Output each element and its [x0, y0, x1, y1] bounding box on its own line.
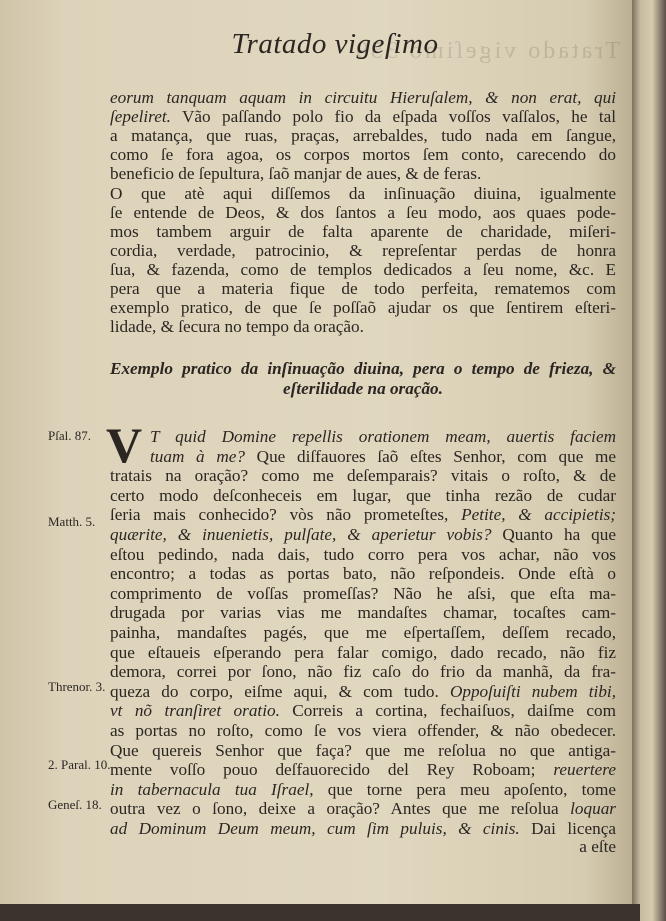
text-line	[110, 184, 616, 203]
text-line	[110, 623, 616, 642]
text-line	[110, 107, 616, 126]
text-segment: ſua, & fazenda, como de templos dedicados a ſeu nome, &c. E	[110, 259, 616, 279]
text-segment: beneficio de ſepultura, ſaõ manjar de aues, & de feras.	[110, 164, 482, 184]
text-line	[110, 584, 616, 603]
section-heading: Exemplo pratico da inſinuação diuina, pera o tempo de frieza, &	[110, 359, 616, 378]
catchword: a eſte	[579, 837, 616, 856]
text-segment: comprimento de voſſas promeſſas? Não he aſsi, que eſta ma-	[110, 583, 616, 603]
latin-quotation: T quid Domine repellis orationem meam, auertis faciem	[150, 427, 616, 446]
latin-quotation: quærite, & inuenietis, pulſate, & aperietur vobis?	[110, 525, 492, 544]
text-line	[110, 505, 616, 524]
text-segment: Dai licença	[519, 819, 616, 838]
text-line	[150, 427, 616, 446]
text-line	[110, 486, 616, 505]
text-line	[110, 564, 616, 583]
latin-quotation: ſepeliret.	[110, 107, 171, 127]
latin-quotation: Petite, & accipietis;	[461, 505, 617, 525]
text-line	[110, 701, 616, 720]
text-line	[110, 545, 616, 564]
margin-note: Matth. 5.	[48, 514, 96, 529]
text-line	[110, 317, 616, 336]
text-segment: a matança, que ruas, praças, arrebaldes, tudo nada em ſangue,	[110, 126, 616, 146]
text-segment: queza do corpo, eiſme aqui, & com tudo.	[110, 681, 450, 701]
latin-quotation: ad Dominum Deum meum, cum ſim puluis, & cinis.	[110, 819, 520, 838]
latin-quotation: eorum tanquam aquam in circuitu Hieruſalem, & non erat, qui	[110, 88, 616, 107]
text-segment: as portas no roſto, como ſe vos viera offender, & não obedecer.	[110, 721, 616, 740]
text-line	[110, 603, 616, 622]
latin-quotation: Oppoſuiſti nubem tibi,	[449, 681, 616, 701]
text-segment: mente voſſo pouo deſfauorecido del Rey Roboam;	[110, 760, 554, 780]
text-line	[110, 279, 616, 298]
text-segment: Vão paſſando polo fio da eſpada voſſos vaſſalos, he tal	[170, 107, 616, 127]
text-line	[110, 643, 616, 662]
text-line	[110, 682, 616, 701]
margin-note: 2. Paral. 10.	[48, 757, 111, 772]
text-line	[110, 721, 616, 740]
text-segment: O que atè aqui diſſemos da inſinuação diuina, igualmente	[110, 183, 616, 203]
text-segment: eſtou pedindo, nada dais, tudo corro pera vos achar, não vos	[110, 544, 616, 564]
latin-quotation: tuam à me?	[150, 446, 245, 466]
text-line	[110, 164, 616, 183]
text-line	[110, 126, 616, 145]
text-segment: Que diſfauores ſaõ eſtes Senhor, com que me	[244, 446, 617, 466]
margin-note: Threnor. 3.	[48, 679, 106, 694]
text-line	[110, 799, 616, 818]
text-segment: , que torne pera meu apoſento, tome	[309, 779, 616, 799]
text-line	[110, 819, 616, 838]
latin-quotation: in tabernacula tua Iſrael	[110, 779, 310, 799]
text-line	[110, 741, 616, 760]
text-line	[110, 466, 616, 485]
margin-note: Pſal. 87.	[48, 428, 91, 443]
text-segment: drugada por varias vias me mandaſtes chamar, tocaſtes cam-	[110, 603, 616, 623]
text-segment: exemplo pratico, de que ſe poſſaõ ajudar os que ſentirem eſteri-	[110, 298, 616, 318]
text-segment: ſe entende de Deos, & dos ſantos a ſeu modo, aos quaes pode-	[110, 202, 616, 222]
text-line	[110, 145, 616, 164]
latin-quotation: reuertere	[553, 760, 616, 780]
text-line	[110, 222, 616, 241]
text-segment: lidade, & ſecura no tempo da oração.	[110, 317, 364, 337]
text-segment: Correis a cortina, fechaiſuos, daiſme com	[279, 701, 616, 721]
text-segment: certo modo deſconheceis em lugar, que tinha rezão de cudar	[110, 485, 616, 505]
text-segment: tratais na oração? como me deſemparais? vitais o roſto, & de	[110, 466, 616, 486]
text-segment: outra vez o ſono, deixe a oração? Antes que me reſolua	[110, 799, 571, 819]
text-line	[110, 298, 616, 317]
text-segment: Quanto ha que	[491, 525, 616, 544]
margin-note: Geneſ. 18.	[48, 797, 102, 812]
text-segment: que eſtaueis eſperando pera falar comigo, dado recado, não fiz	[110, 642, 616, 662]
text-segment: mos tambem arguir de falta aparente de charidade, miſeri-	[110, 221, 616, 241]
text-line	[150, 447, 616, 466]
text-segment: Que quereis Senhor que faça? que me reſolua no que antiga-	[110, 740, 616, 760]
latin-quotation: loquar	[570, 799, 616, 819]
text-line	[110, 760, 616, 779]
drop-cap: V	[106, 417, 143, 473]
scan-background	[0, 904, 640, 921]
latin-quotation: vt nõ tranſiret oratio.	[110, 701, 280, 721]
adjacent-page-edge	[632, 0, 666, 921]
text-line	[110, 525, 616, 544]
text-segment: painha, mandaſtes pagés, que me eſpertaſſem, deſſem recado,	[110, 623, 616, 642]
text-segment: cordia, verdade, patrocinio, & repreſentar perdas de honra	[110, 240, 616, 260]
text-segment: ſeria mais conhecido? vòs não prometeſtes,	[110, 505, 462, 525]
section-heading: eſterilidade na oração.	[283, 379, 443, 398]
running-header: Tratado vigeſimo	[231, 28, 439, 60]
text-segment: pera que a materia fique de todo perfeita, rematemos com	[110, 279, 616, 298]
text-line	[110, 260, 616, 279]
bleed-through-text: Tratado vigeſimo 359	[352, 38, 620, 64]
text-line	[110, 88, 616, 107]
text-line	[110, 203, 616, 222]
text-line	[110, 780, 616, 799]
text-segment: encontro; a todas as portas bato, não reſpondeis. Onde eſtà o	[110, 564, 616, 584]
text-line	[110, 241, 616, 260]
text-segment: como ſe fora agoa, os corpos mortos ſem conto, carecendo do	[110, 145, 616, 165]
text-line	[110, 662, 616, 681]
text-segment: demora, correi por ſono, não fiz caſo do frio da manhã, da fra-	[110, 662, 616, 682]
